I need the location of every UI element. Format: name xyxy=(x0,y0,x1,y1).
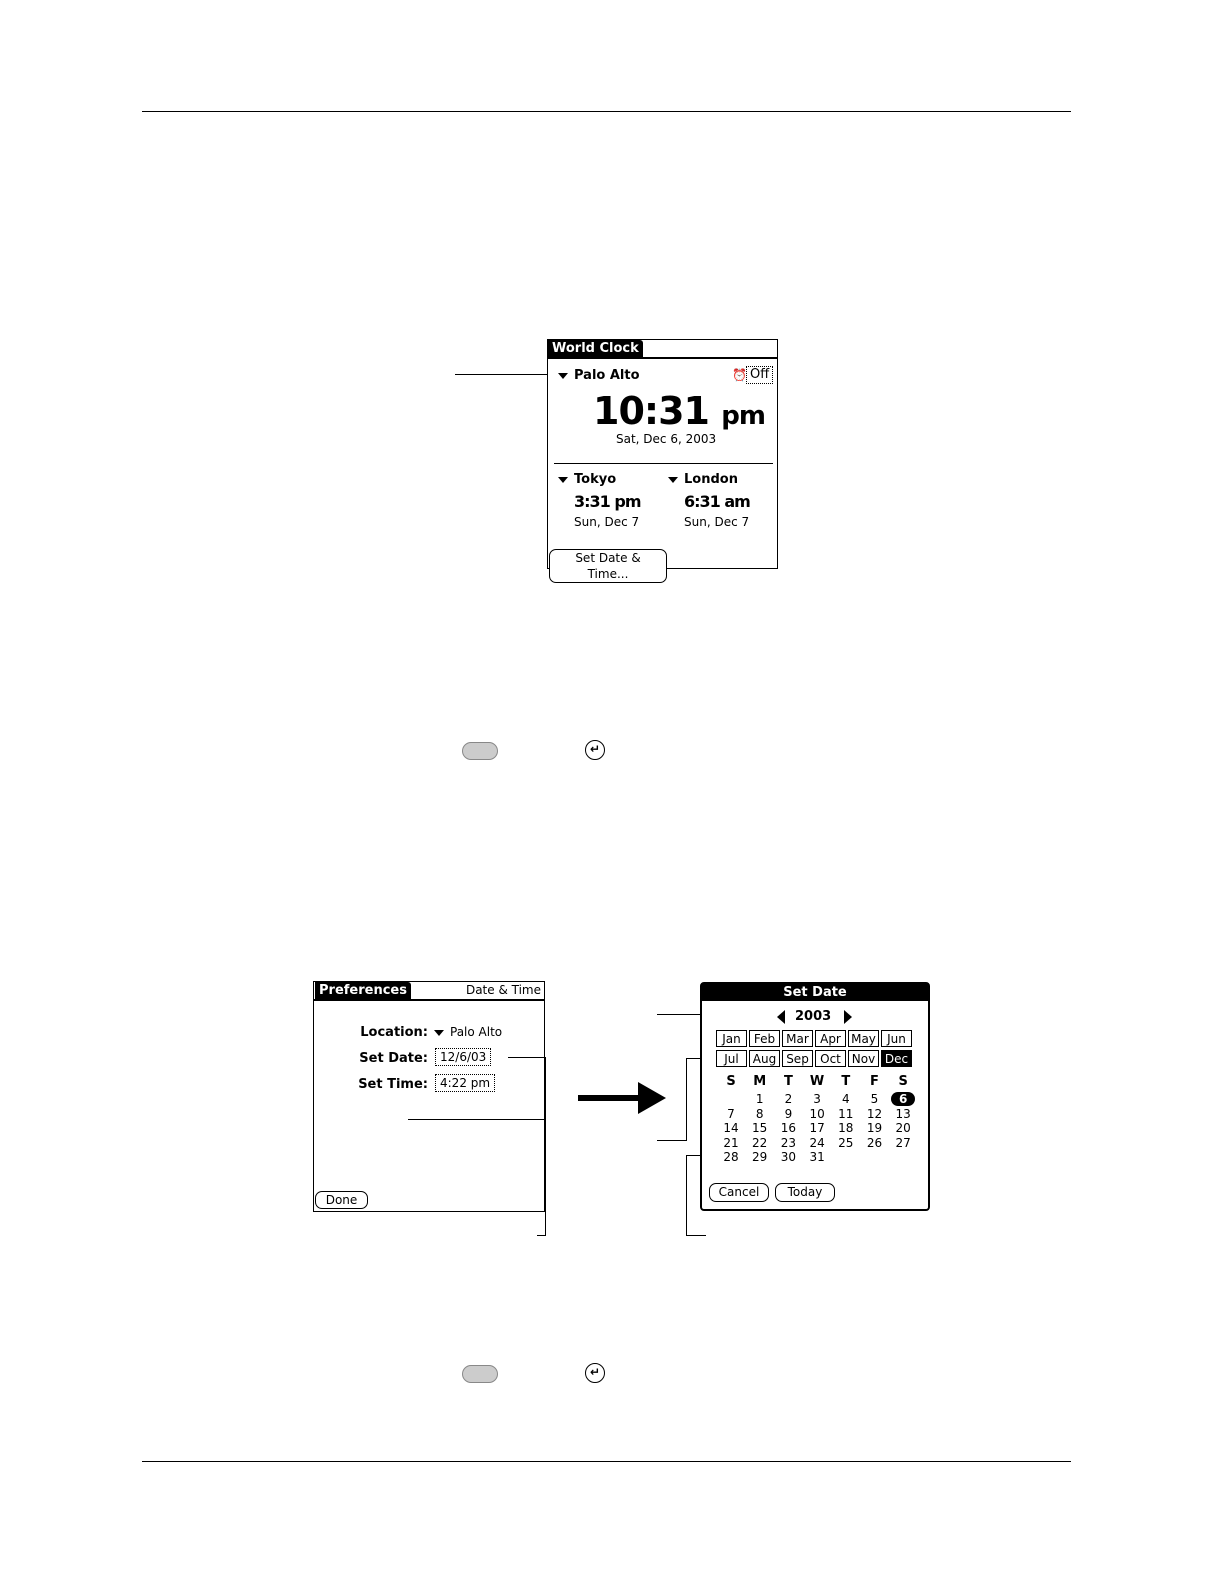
title-underline xyxy=(548,357,777,359)
set-date-label: Set Date: xyxy=(359,1051,428,1066)
set-date-title: Set Date xyxy=(702,984,928,1001)
day-header: T xyxy=(841,1074,851,1089)
set-date-dialog xyxy=(700,982,930,1211)
day-cell[interactable]: 28 xyxy=(723,1150,739,1164)
today-button[interactable]: Today xyxy=(775,1183,835,1202)
day-cell[interactable]: 30 xyxy=(780,1150,797,1164)
day-cell[interactable]: 26 xyxy=(866,1135,883,1150)
secondary-location-picker-1[interactable] xyxy=(558,472,616,487)
month-cell-jan[interactable]: Jan xyxy=(716,1030,747,1047)
month-cell-jun[interactable]: Jun xyxy=(881,1030,912,1047)
month-cell-aug[interactable]: Aug xyxy=(749,1050,780,1067)
day-cell[interactable]: 16 xyxy=(780,1121,797,1135)
day-cell[interactable]: 18 xyxy=(838,1121,854,1135)
day-header: S xyxy=(726,1074,736,1089)
day-cell[interactable]: 14 xyxy=(723,1121,739,1135)
return-stroke-icon: ↵ xyxy=(585,740,605,760)
return-stroke-icon: ↵ xyxy=(585,1363,605,1383)
day-cell[interactable]: 11 xyxy=(838,1106,854,1121)
day-cell[interactable]: 25 xyxy=(838,1135,854,1150)
day-header: W xyxy=(809,1074,825,1089)
month-cell-nov[interactable]: Nov xyxy=(848,1050,879,1067)
day-cell[interactable]: 7 xyxy=(727,1106,735,1121)
main-time-ampm: pm xyxy=(721,401,765,431)
primary-location-picker[interactable] xyxy=(558,368,640,383)
day-cell[interactable]: 3 xyxy=(813,1092,821,1106)
cancel-button[interactable]: Cancel xyxy=(709,1183,769,1202)
set-time-field[interactable]: 4:22 pm xyxy=(435,1074,495,1092)
callout-line xyxy=(408,1119,545,1120)
next-year-arrow-icon[interactable] xyxy=(844,1010,852,1024)
world-clock-title: World Clock xyxy=(548,340,643,358)
day-cell[interactable]: 6 xyxy=(891,1092,915,1106)
top-rule xyxy=(142,111,1071,112)
day-cell[interactable]: 20 xyxy=(895,1121,911,1135)
done-button[interactable]: Done xyxy=(315,1191,368,1209)
set-date-field[interactable]: 12/6/03 xyxy=(435,1048,491,1066)
arrow-right-icon xyxy=(638,1082,666,1114)
alarm-icon: ⏰ xyxy=(732,368,747,382)
location-value: Palo Alto xyxy=(450,1025,503,1039)
primary-location-label: Palo Alto xyxy=(574,368,640,383)
day-header: T xyxy=(783,1074,793,1089)
secondary-time-1: 3:31 pm xyxy=(574,492,641,511)
month-cell-mar[interactable]: Mar xyxy=(782,1030,813,1047)
day-cell[interactable]: 29 xyxy=(752,1150,768,1164)
callout-line xyxy=(545,1057,546,1235)
callout-line xyxy=(686,1058,687,1141)
secondary-date-1: Sun, Dec 7 xyxy=(574,515,640,529)
secondary-time-2: 6:31 am xyxy=(684,492,750,511)
set-date-time-button[interactable]: Set Date & Time... xyxy=(549,549,667,583)
month-cell-oct[interactable]: Oct xyxy=(815,1050,846,1067)
callout-line xyxy=(686,1235,706,1236)
day-cell[interactable]: 19 xyxy=(866,1121,883,1135)
day-cell[interactable]: 2 xyxy=(784,1092,793,1106)
dropdown-arrow-icon xyxy=(434,1030,444,1036)
month-cell-jul[interactable]: Jul xyxy=(716,1050,747,1067)
set-time-label: Set Time: xyxy=(358,1077,428,1092)
day-cell[interactable]: 21 xyxy=(723,1135,739,1150)
day-cell[interactable]: 9 xyxy=(784,1106,793,1121)
callout-line xyxy=(508,1057,545,1058)
day-cell[interactable]: 24 xyxy=(809,1135,825,1150)
day-cell[interactable]: 12 xyxy=(866,1106,883,1121)
month-cell-dec[interactable]: Dec xyxy=(881,1050,912,1067)
panel-picker[interactable]: Date & Time xyxy=(465,983,541,997)
world-clock-screen xyxy=(547,339,778,581)
day-cell[interactable]: 8 xyxy=(755,1106,764,1121)
callout-line xyxy=(537,1235,546,1236)
month-cell-sep[interactable]: Sep xyxy=(782,1050,813,1067)
day-cell[interactable]: 1 xyxy=(755,1092,764,1106)
hardware-button-icon xyxy=(462,1365,498,1383)
day-header: F xyxy=(870,1074,879,1089)
callout-line xyxy=(686,1155,687,1236)
day-cell[interactable]: 31 xyxy=(809,1150,825,1164)
day-cell[interactable]: 15 xyxy=(752,1121,768,1135)
location-picker[interactable] xyxy=(434,1025,502,1039)
day-cell[interactable]: 10 xyxy=(809,1106,825,1121)
day-cell[interactable]: 27 xyxy=(895,1135,911,1150)
bottom-rule xyxy=(142,1461,1071,1462)
divider xyxy=(554,463,773,464)
month-cell-feb[interactable]: Feb xyxy=(749,1030,780,1047)
main-time xyxy=(593,390,765,437)
main-date: Sat, Dec 6, 2003 xyxy=(616,432,717,446)
dropdown-arrow-icon xyxy=(558,477,568,483)
day-header: S xyxy=(898,1074,908,1089)
secondary-location-label: London xyxy=(684,472,738,487)
day-cell[interactable]: 22 xyxy=(752,1135,768,1150)
callout-line xyxy=(455,374,550,375)
month-cell-apr[interactable]: Apr xyxy=(815,1030,846,1047)
prev-year-arrow-icon[interactable] xyxy=(777,1010,785,1024)
preferences-title: Preferences xyxy=(315,982,411,1000)
hardware-button-icon xyxy=(462,742,498,760)
arrow-shaft xyxy=(578,1095,640,1101)
dropdown-arrow-icon xyxy=(668,477,678,483)
day-cell[interactable]: 13 xyxy=(895,1106,911,1121)
secondary-date-2: Sun, Dec 7 xyxy=(684,515,750,529)
year-label: 2003 xyxy=(795,1009,832,1024)
callout-line xyxy=(657,1140,686,1141)
title-underline xyxy=(314,999,544,1001)
day-header: M xyxy=(753,1074,767,1089)
month-cell-may[interactable]: May xyxy=(848,1030,879,1047)
day-cell[interactable]: 17 xyxy=(809,1121,825,1135)
preferences-screen xyxy=(313,981,545,1212)
location-label: Location: xyxy=(360,1025,428,1040)
day-cell[interactable]: 5 xyxy=(870,1092,879,1106)
secondary-location-label: Tokyo xyxy=(574,472,617,487)
day-cell[interactable]: 23 xyxy=(780,1135,797,1150)
alarm-toggle[interactable]: Off xyxy=(746,366,773,384)
main-time-value: 10:31 xyxy=(593,389,709,433)
secondary-location-picker-2[interactable] xyxy=(668,472,738,487)
day-cell[interactable]: 4 xyxy=(841,1092,850,1106)
dropdown-arrow-icon xyxy=(558,373,568,379)
